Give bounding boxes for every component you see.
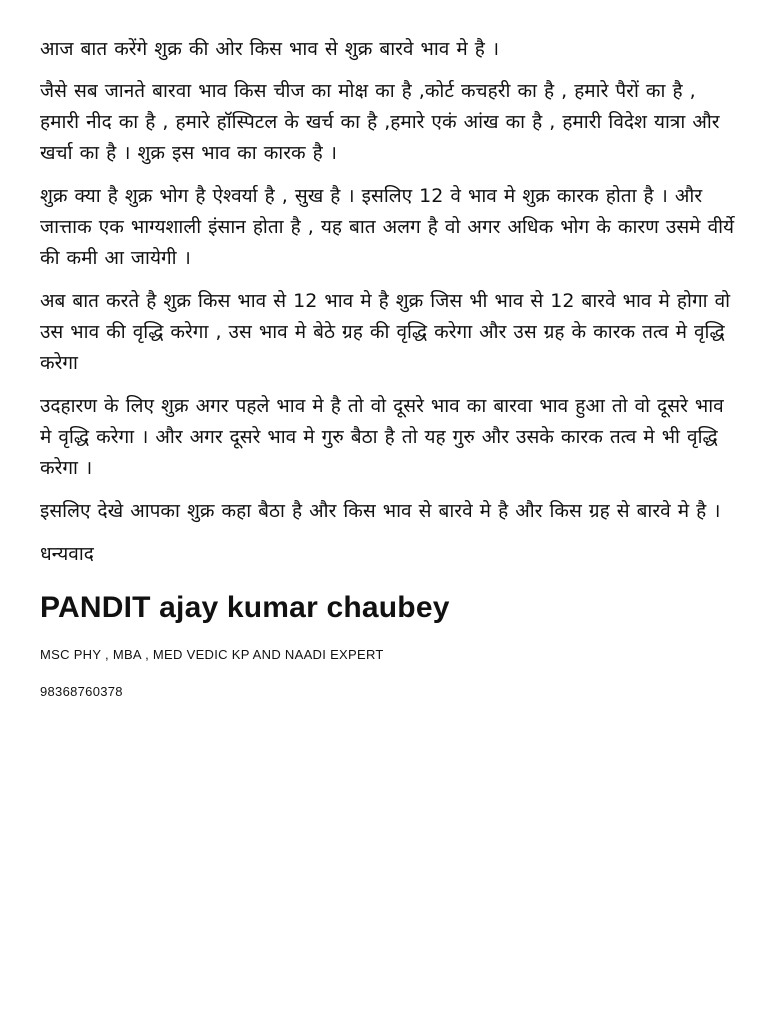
paragraph-venus-placement: अब बात करते है शुक्र किस भाव से 12 भाव मे है शुक्र जिस भी भाव से 12 बारवे भाव मे होगा वो उस भाव की वृद्धि करेगा , उस भाव मे बेठे ग्रह की वृद्धि करेगा और उस ग्रह के कारक तत्व मे वृद्धि करेगा xyxy=(40,290,731,374)
author-name: PANDIT ajay kumar chaubey xyxy=(40,591,450,624)
paragraph-intro: आज बात करेंगे शुक्र की ओर किस भाव से शुक्र बारवे भाव मे है । xyxy=(40,38,500,60)
paragraph-twelfth-house: जैसे सब जानते बारवा भाव किस चीज का मोक्ष का है ,कोर्ट कचहरी का है , हमारे पैरों का है , हमारी नीद का है , हमारे हॉस्पिटल के खर्च का है ,हमारे एकं आंख का है , हमारी विदेश यात्रा और खर्चा का है । शुक्र इस भाव का कारक है । xyxy=(40,80,720,164)
document-body xyxy=(40,34,735,701)
paragraph-conclusion: इसलिए देखे आपका शुक्र कहा बैठा है और किस भाव से बारवे मे है और किस ग्रह से बारवे मे है । xyxy=(40,500,721,522)
paragraph-venus-nature: शुक्र क्या है शुक्र भोग है ऐश्वर्या है , सुख है । इसलिए 12 वे भाव मे शुक्र कारक होता है । और जात्ताक एक भाग्यशाली इंसान होता है , यह बात अलग है वो अगर अधिक भोग के कारण उसमे वीर्ये की कमी आ जायेगी । xyxy=(40,185,735,269)
author-phone: 98368760378 xyxy=(40,684,123,699)
author-credentials: MSC PHY , MBA , MED VEDIC KP AND NAADI EXPERT xyxy=(40,647,384,662)
closing-thanks: धन्यवाद xyxy=(40,543,94,565)
paragraph-example: उदहारण के लिए शुक्र अगर पहले भाव मे है तो वो दूसरे भाव का बारवा भाव हुआ तो वो दूसरे भाव मे वृद्धि करेगा । और अगर दूसरे भाव मे गुरु बैठा है तो यह गुरु और उसके कारक तत्व मे भी वृद्धि करेगा । xyxy=(40,395,724,479)
